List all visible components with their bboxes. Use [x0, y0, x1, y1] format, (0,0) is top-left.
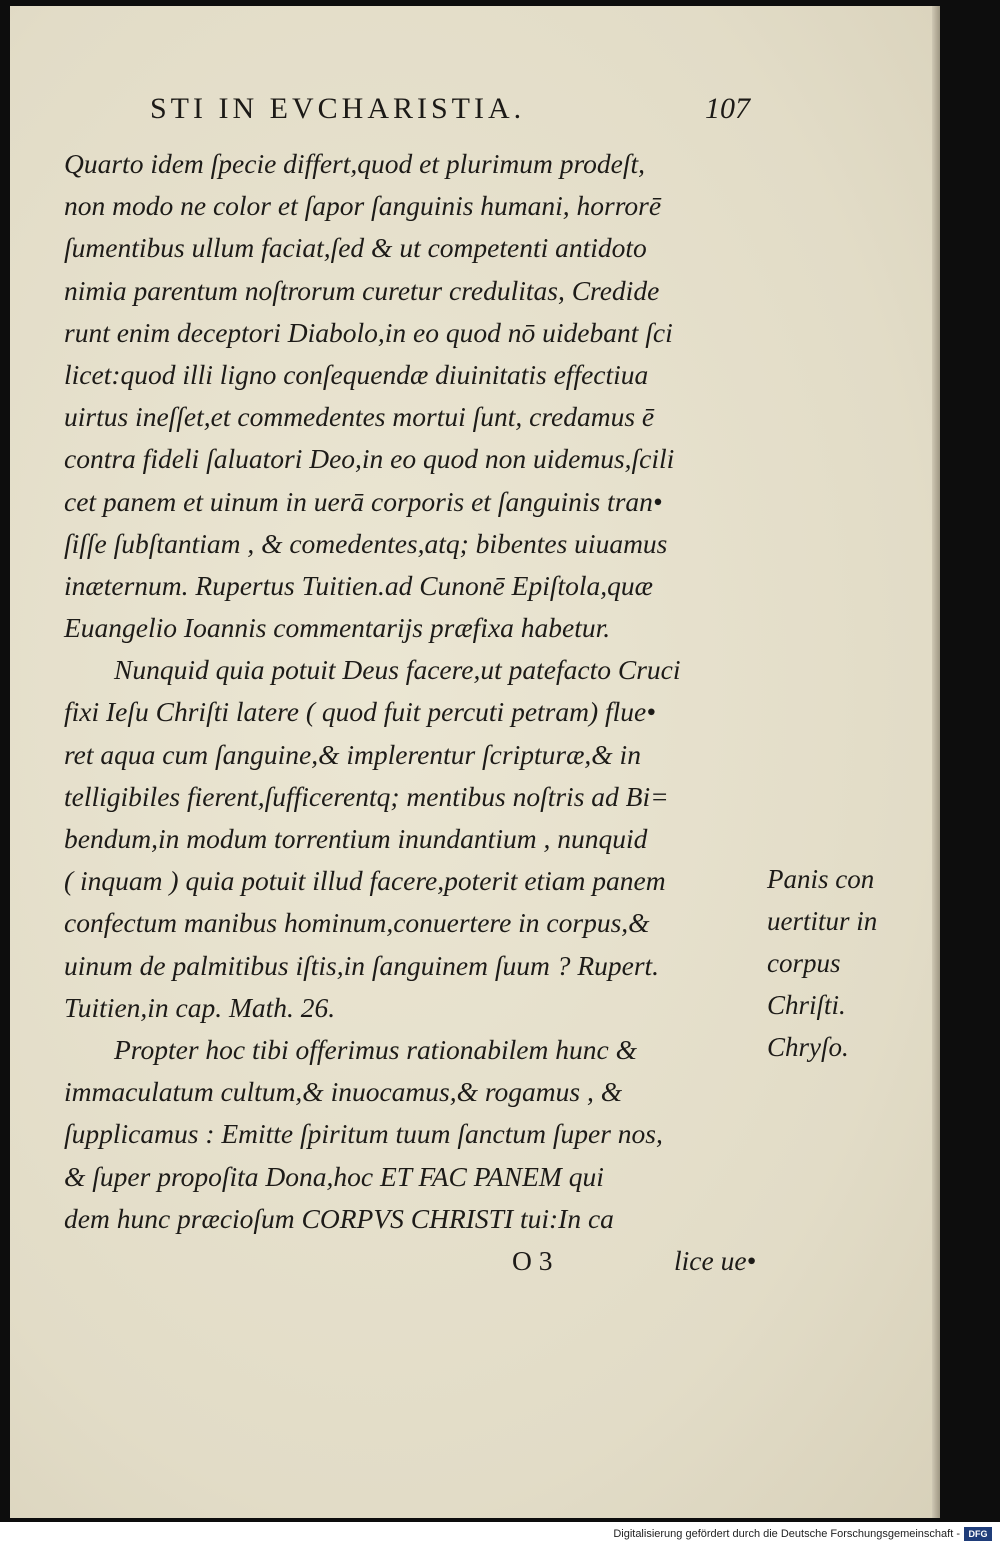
text-line: cet panem et uinum in uerā corporis et ſanguinis tran• — [64, 485, 663, 517]
signature-mark: O 3 — [512, 1244, 553, 1276]
text-line: Euangelio Ioannis commentarijs præfixa habetur. — [64, 612, 611, 644]
book-page — [10, 6, 932, 1518]
text-line: Quarto idem ſpecie differt,quod et plurimum prodeſt, — [64, 148, 645, 179]
text-line: Tuitien,in cap. Math. 26. — [64, 991, 336, 1023]
page-edge — [932, 6, 940, 1518]
footer-bar — [0, 1522, 1000, 1548]
margin-note-line: corpus — [767, 948, 841, 978]
catchword: lice ue• — [674, 1244, 757, 1276]
text-line: non modo ne color et ſapor ſanguinis humani, horrorē — [64, 190, 662, 222]
text-line: nimia parentum noſtrorum curetur credulitas, Credide — [64, 274, 660, 306]
text-line: uirtus ineſſet,et commedentes mortui ſunt, credamus ē — [64, 401, 655, 433]
paragraph-start-line: Propter hoc tibi offerimus rationabilem hunc & — [114, 1033, 637, 1065]
text-line: & ſuper propoſita Dona,hoc ET FAC PANEM qui — [64, 1160, 604, 1192]
text-line: contra fideli ſaluatori Deo,in eo quod non uidemus,ſcili — [64, 443, 675, 475]
main-text-block — [64, 143, 764, 1282]
text-line: fixi Ieſu Chriſti latere ( quod fuit percuti petram) flue• — [64, 696, 656, 728]
margin-note-line: uertitur in — [767, 906, 878, 936]
margin-note-line: Chryſo. — [767, 1032, 849, 1062]
text-line: ſumentibus ullum faciat,ſed & ut competenti antidoto — [64, 232, 647, 264]
running-title: STI IN EVCHARISTIA. — [150, 92, 526, 125]
text-line: immaculatum cultum,& inuocamus,& rogamus , & — [64, 1076, 623, 1108]
text-line: licet:quod illi ligno conſequendæ diuinitatis effectiua — [64, 358, 649, 390]
margin-note-line: Chriſti. — [767, 990, 846, 1020]
text-line: uinum de palmitibus iſtis,in ſanguinem ſuum ? Rupert. — [64, 949, 660, 981]
running-head — [150, 92, 750, 132]
signature-line — [64, 1240, 764, 1282]
funding-credit: Digitalisierung gefördert durch die Deutsche Forschungsgemeinschaft - — [613, 1528, 960, 1540]
text-line: ret aqua cum ſanguine,& implerentur ſcripturæ,& in — [64, 738, 641, 770]
text-line: runt enim deceptori Diabolo,in eo quod nō uidebant ſci — [64, 316, 673, 348]
paragraph-start-line: Nunquid quia potuit Deus facere,ut patefacto Cruci — [114, 654, 681, 686]
margin-note-line: Panis con — [767, 864, 875, 894]
margin-note — [767, 858, 927, 1068]
text-line: telligibiles fierent,ſufficerentq; mentibus noſtris ad Bi= — [64, 780, 669, 812]
text-line: ſupplicamus : Emitte ſpiritum tuum ſanctum ſuper nos, — [64, 1118, 663, 1150]
text-line: dem hunc præcioſum CORPVS CHRISTI tui:In ca — [64, 1202, 614, 1234]
text-line: confectum manibus hominum,conuertere in corpus,& — [64, 907, 650, 939]
dfg-logo-icon: DFG — [964, 1527, 992, 1541]
text-line: ſiſſe ſubſtantiam , & comedentes,atq; bibentes uiuamus — [64, 527, 668, 559]
text-line: bendum,in modum torrentium inundantium , nunquid — [64, 823, 648, 854]
text-line: inæternum. Rupertus Tuitien.ad Cunonē Epiſtola,quæ — [64, 569, 653, 601]
page-number: 107 — [705, 92, 750, 125]
text-line: ( inquam ) quia potuit illud facere,poterit etiam panem — [64, 865, 666, 897]
